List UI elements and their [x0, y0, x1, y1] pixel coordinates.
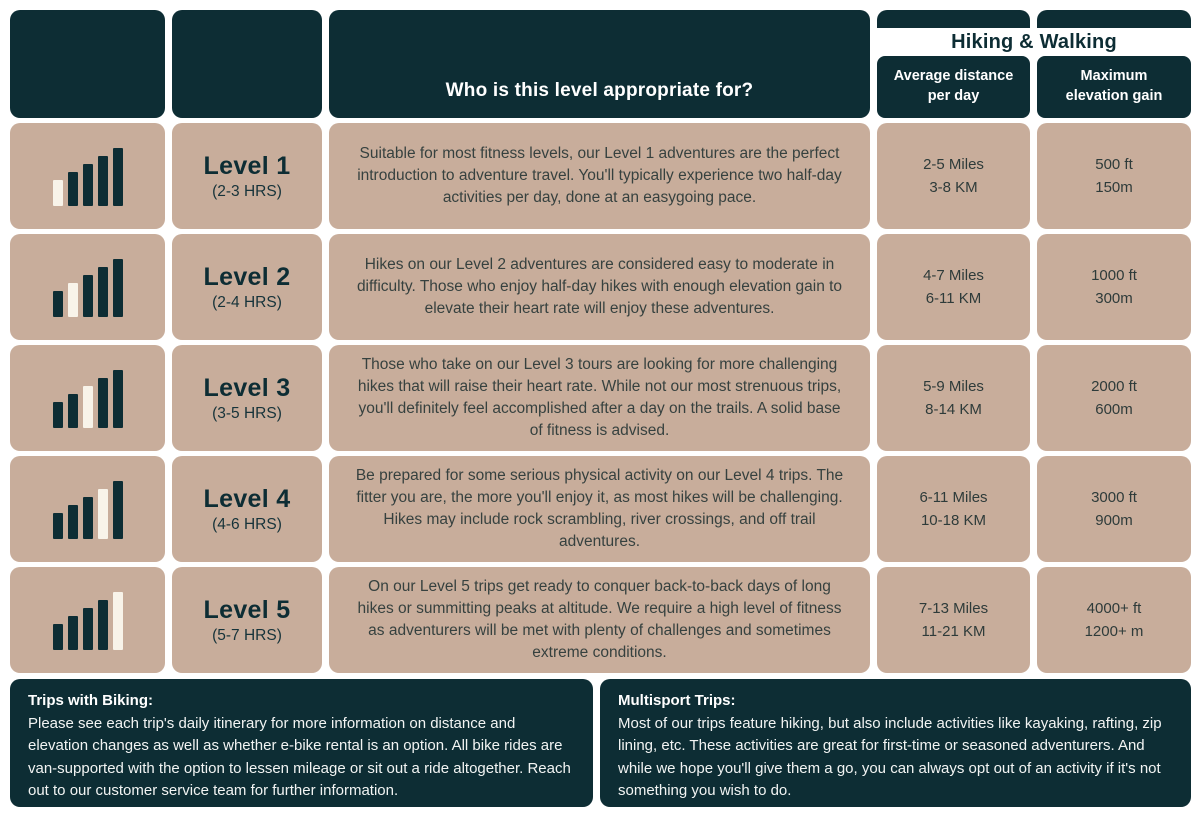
levels-table [10, 10, 1191, 673]
header-question-label: Who is this level appropriate for? [445, 80, 754, 101]
table-row-1-level-cell [172, 123, 322, 229]
level-5-distance-km: 11-21 KM [921, 623, 986, 640]
level-5-elevation-ft: 4000+ ft [1086, 599, 1142, 617]
hiking-walking-title: Hiking & Walking [877, 28, 1191, 56]
header-question [329, 10, 870, 118]
biking-note-title: Trips with Biking: [28, 692, 154, 709]
level-5-hours: (5-7 HRS) [212, 626, 282, 644]
level-2-distance [877, 234, 1030, 340]
hiking-walking-header-group [877, 10, 1191, 118]
table-row-3-level-cell [172, 345, 322, 451]
level-3-distance-miles: 5-9 Miles [923, 377, 984, 395]
table-row-4-icon-cell [10, 456, 165, 562]
level-1-description: Suitable for most fitness levels, our Level 1 adventures are the perfect introduction to adventure travel. You'll typically experience two half-day activities per day, done at an easygoing pace. [329, 123, 870, 229]
difficulty-bars-level-1-icon [53, 146, 123, 206]
header-level-column-spacer [172, 10, 322, 118]
level-2-distance-km: 6-11 KM [925, 290, 982, 307]
level-4-elevation-m: 900m [1095, 512, 1133, 529]
footer-notes [10, 679, 1191, 807]
level-1-elevation [1037, 123, 1191, 229]
level-3-distance [877, 345, 1030, 451]
level-2-description: Hikes on our Level 2 adventures are considered easy to moderate in difficulty. Those who enjoy half-day hikes with enough elevation gain to elevate their heart rate will enjoy these adventures. [329, 234, 870, 340]
elevation-column-cap [1037, 10, 1191, 28]
level-3-description: Those who take on our Level 3 tours are looking for more challenging hikes that will raise their heart rate. While not our most strenuous trips, you'll definitely feel accomplished after a day on the trails. A solid base of fitness is advised. [329, 345, 870, 451]
level-4-description: Be prepared for some serious physical activity on our Level 4 trips. The fitter you are, the more you'll enjoy it, as most hikes will be challenging. Hikes may include rock scrambling, river crossings, and off trail adventures. [329, 456, 870, 562]
level-1-distance-km: 3-8 KM [929, 179, 978, 196]
difficulty-bars-level-2-icon [53, 257, 123, 317]
level-2-hours: (2-4 HRS) [212, 293, 282, 311]
level-4-elevation-ft: 3000 ft [1091, 488, 1137, 506]
table-row-5-icon-cell [10, 567, 165, 673]
difficulty-bars-level-4-icon [53, 479, 123, 539]
level-5-elevation-m: 1200+ m [1084, 623, 1144, 640]
level-5-label: Level 5 [203, 595, 291, 624]
level-2-label: Level 2 [203, 262, 291, 291]
table-row-4-level-cell [172, 456, 322, 562]
biking-note-panel [10, 679, 593, 807]
level-3-hours: (3-5 HRS) [212, 404, 282, 422]
elevation-column-header: Maximum elevation gain [1037, 56, 1191, 118]
difficulty-bars-level-5-icon [53, 590, 123, 650]
level-5-elevation [1037, 567, 1191, 673]
table-row-2-level-cell [172, 234, 322, 340]
level-3-elevation-m: 600m [1095, 401, 1133, 418]
level-1-elevation-ft: 500 ft [1095, 155, 1133, 173]
level-2-elevation-m: 300m [1095, 290, 1133, 307]
level-4-distance [877, 456, 1030, 562]
level-1-distance [877, 123, 1030, 229]
biking-note-body: Please see each trip's daily itinerary for more information on distance and elevation changes as well as whether e-bike rental is an option. All bike rides are van-supported with the option to lessen mileage or sit out a ride altogether. Reach out to our customer service team for further information. [28, 714, 571, 799]
table-row-5-level-cell [172, 567, 322, 673]
level-3-label: Level 3 [203, 373, 291, 402]
level-2-distance-miles: 4-7 Miles [923, 266, 984, 284]
level-3-elevation [1037, 345, 1191, 451]
level-5-distance [877, 567, 1030, 673]
level-4-label: Level 4 [203, 484, 291, 513]
level-4-hours: (4-6 HRS) [212, 515, 282, 533]
level-2-elevation [1037, 234, 1191, 340]
header-icon-column-spacer [10, 10, 165, 118]
level-2-elevation-ft: 1000 ft [1091, 266, 1137, 284]
distance-column-header: Average distance per day [877, 56, 1030, 118]
multisport-note-title: Multisport Trips: [618, 692, 736, 709]
level-3-elevation-ft: 2000 ft [1091, 377, 1137, 395]
multisport-note-panel [600, 679, 1191, 807]
level-1-hours: (2-3 HRS) [212, 182, 282, 200]
level-4-elevation [1037, 456, 1191, 562]
level-5-description: On our Level 5 trips get ready to conquer back-to-back days of long hikes or summitting peaks at altitude. We require a high level of fitness as adventurers will be met with plenty of challenges and sometimes extreme conditions. [329, 567, 870, 673]
level-4-distance-km: 10-18 KM [920, 512, 987, 529]
table-row-3-icon-cell [10, 345, 165, 451]
level-1-label: Level 1 [203, 151, 291, 180]
distance-column-cap [877, 10, 1030, 28]
level-1-distance-miles: 2-5 Miles [923, 155, 984, 173]
table-row-1-icon-cell [10, 123, 165, 229]
level-1-elevation-m: 150m [1095, 179, 1133, 196]
difficulty-bars-level-3-icon [53, 368, 123, 428]
level-4-distance-miles: 6-11 Miles [919, 488, 988, 506]
level-3-distance-km: 8-14 KM [925, 401, 982, 418]
level-5-distance-miles: 7-13 Miles [918, 599, 989, 617]
table-row-2-icon-cell [10, 234, 165, 340]
multisport-note-body: Most of our trips feature hiking, but also include activities like kayaking, rafting, zip lining, etc. These activities are great for first-time or seasoned adventurers. And while we hope you'll give them a go, you can always opt out of an activity if it's not something you wish to do. [618, 714, 1162, 799]
